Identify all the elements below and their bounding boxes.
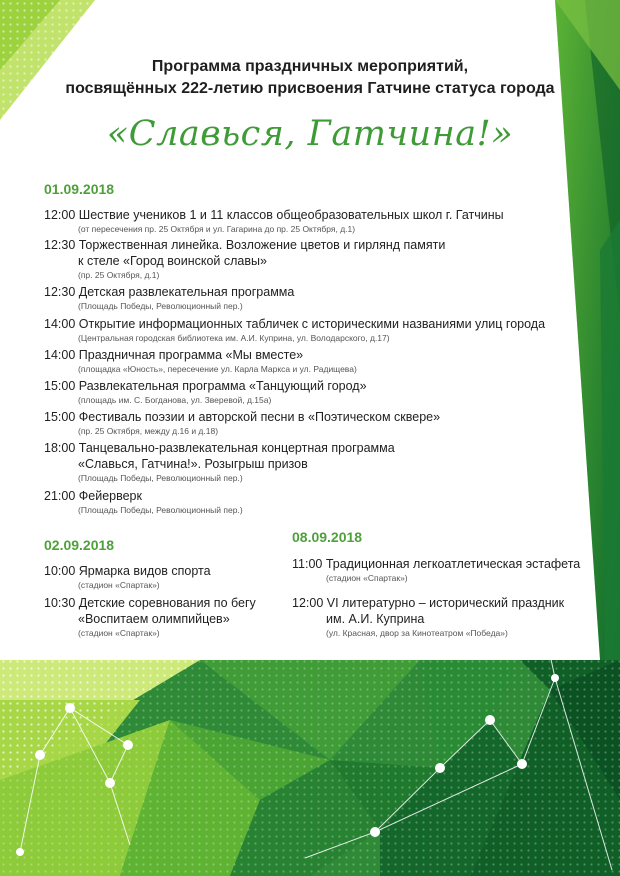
event-place: (Центральная городская библиотека им. А.И. Куприна, ул. Володарского, д.17) <box>78 333 390 343</box>
event-place: (площадь им. С. Богданова, ул. Зверевой, д.15а) <box>78 395 272 405</box>
event-day1-4 <box>44 316 545 344</box>
event-day3-2 <box>292 595 564 639</box>
event-place: (Площадь Победы, Революционный пер.) <box>78 473 243 483</box>
event-time: 12:00 <box>292 596 324 610</box>
event-time: 15:00 <box>44 379 76 393</box>
event-day1-2 <box>44 237 445 281</box>
event-title: Танцевально-развлекательная концертная программа <box>78 441 395 455</box>
event-title: Фестиваль поэзии и авторской песни в «Поэтическом сквере» <box>78 410 441 424</box>
event-day1-1 <box>44 207 504 235</box>
event-time: 12:30 <box>44 238 76 252</box>
event-title: Традиционная легкоатлетическая эстафета <box>325 557 581 571</box>
event-time: 10:00 <box>44 564 76 578</box>
event-time: 21:00 <box>44 489 76 503</box>
event-title-continued: к стеле «Город воинской славы» <box>78 254 267 268</box>
event-time: 11:00 <box>292 557 323 571</box>
event-title: Фейерверк <box>78 489 142 503</box>
event-place: (площадка «Юность», пересечение ул. Карла Маркса и ул. Радищева) <box>78 364 357 374</box>
event-title: VI литературно – исторический праздник <box>326 596 565 610</box>
event-title: Открытие информационных табличек с историческими названиями улиц города <box>78 317 546 331</box>
event-day1-6 <box>44 378 367 406</box>
event-day1-9 <box>44 488 243 516</box>
event-place: (от пересечения пр. 25 Октября и ул. Гагарина до пр. 25 Октября, д.1) <box>78 224 356 234</box>
event-time: 14:00 <box>44 348 76 362</box>
event-title: Торжественная линейка. Возложение цветов и гирлянд памяти <box>78 238 446 252</box>
event-title-continued: «Славься, Гатчина!». Розыгрыш призов <box>78 457 308 471</box>
poster-slogan: «Славься, Гатчина!» <box>106 114 514 154</box>
event-title: Праздничная программа «Мы вместе» <box>78 348 304 362</box>
event-day1-5 <box>44 347 357 375</box>
event-time: 15:00 <box>44 410 76 424</box>
event-title: Детская развлекательная программа <box>78 285 295 299</box>
event-title: Развлекательная программа «Танцующий город» <box>78 379 367 393</box>
date-heading-day3: 08.09.2018 <box>292 529 363 545</box>
event-place: (пр. 25 Октября, между д.16 и д.18) <box>78 426 219 436</box>
event-day1-8 <box>44 440 395 484</box>
event-day1-7 <box>44 409 440 437</box>
event-title: Ярмарка видов спорта <box>78 564 211 578</box>
event-place: (стадион «Спартак») <box>78 580 160 590</box>
event-place: (пр. 25 Октября, д.1) <box>78 270 160 280</box>
event-title: Детские соревнования по бегу <box>78 596 256 610</box>
event-title: Шествие учеников 1 и 11 классов общеобразовательных школ г. Гатчины <box>78 208 504 222</box>
event-time: 10:30 <box>44 596 76 610</box>
event-time: 12:30 <box>44 285 76 299</box>
event-place: (стадион «Спартак») <box>78 628 160 638</box>
event-place: (ул. Красная, двор за Кинотеатром «Победа») <box>326 628 508 638</box>
event-time: 12:00 <box>44 208 76 222</box>
event-day2-1 <box>44 563 211 591</box>
event-day1-3 <box>44 284 294 312</box>
event-place: (стадион «Спартак») <box>326 573 408 583</box>
event-time: 18:00 <box>44 441 76 455</box>
date-heading-day1: 01.09.2018 <box>44 181 115 197</box>
poster-title-line-2: посвящённых 222-летию присвоения Гатчине статуса города <box>65 80 555 97</box>
event-title-continued: им. А.И. Куприна <box>326 612 425 626</box>
event-place: (Площадь Победы, Революционный пер.) <box>78 301 243 311</box>
date-heading-day2: 02.09.2018 <box>44 537 115 553</box>
event-title-continued: «Воспитаем олимпийцев» <box>78 612 230 626</box>
event-day2-2 <box>44 595 256 639</box>
event-day3-1 <box>292 556 580 584</box>
poster-title-line-1: Программа праздничных мероприятий, <box>151 58 469 75</box>
event-place: (Площадь Победы, Революционный пер.) <box>78 505 243 515</box>
event-time: 14:00 <box>44 317 76 331</box>
